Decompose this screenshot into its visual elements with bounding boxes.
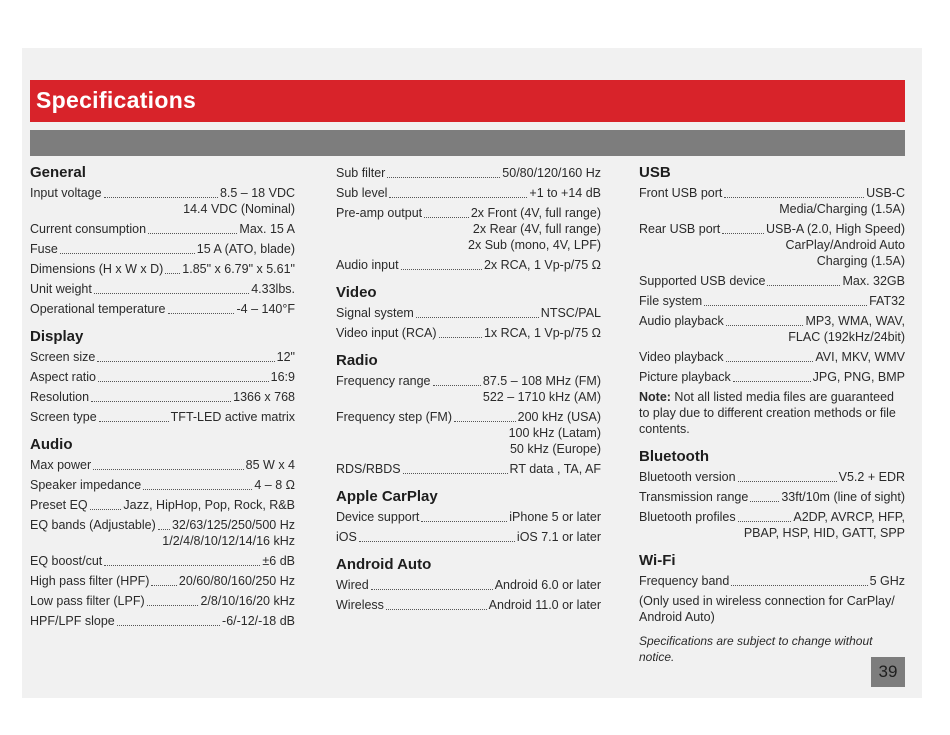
spec-value: 1x RCA, 1 Vp-p/75 Ω <box>483 326 601 340</box>
spec-value: iOS 7.1 or later <box>516 530 601 544</box>
section-radio <box>336 353 601 477</box>
spec-value: USB-C <box>866 186 905 200</box>
spec-row <box>30 185 295 201</box>
column-3 <box>639 165 905 677</box>
dot-leader <box>738 521 792 522</box>
spec-row <box>639 221 905 237</box>
spec-label: HPF/LPF slope <box>30 614 115 628</box>
usb-note <box>639 389 905 437</box>
spec-label: Sub filter <box>336 166 386 180</box>
heading-carplay: Apple CarPlay <box>336 488 438 505</box>
spec-label: Screen size <box>30 350 96 364</box>
spec-row <box>639 185 905 201</box>
spec-row <box>30 593 295 609</box>
dot-leader <box>99 421 169 422</box>
spec-label: Preset EQ <box>30 498 88 512</box>
dot-leader <box>104 565 260 566</box>
spec-value-continued: 1/2/4/8/10/12/14/16 kHz <box>162 534 295 548</box>
video-spec-list <box>336 305 601 341</box>
spec-value: V5.2 + EDR <box>838 470 905 484</box>
spec-label: iOS <box>336 530 357 544</box>
dot-leader <box>148 233 237 234</box>
audio-cont-spec-list <box>336 165 601 273</box>
spec-value: 50/80/120/160 Hz <box>502 166 601 180</box>
dot-leader <box>371 589 493 590</box>
grey-divider-bar <box>30 130 905 156</box>
spec-value: 15 A (ATO, blade) <box>196 242 295 256</box>
heading-video: Video <box>336 284 377 301</box>
display-spec-list <box>30 349 295 425</box>
note-text: Not all listed media files are guaranteed to play due to different creation methods or file contents. <box>639 390 896 436</box>
spec-value-continued: 2x Sub (mono, 4V, LPF) <box>468 238 601 252</box>
spec-label: Pre-amp output <box>336 206 423 220</box>
usb-spec-list <box>639 185 905 385</box>
spec-row <box>30 389 295 405</box>
dot-leader <box>158 529 170 530</box>
carplay-spec-list <box>336 509 601 545</box>
spec-row <box>336 325 601 341</box>
spec-row <box>639 313 905 329</box>
spec-row <box>30 349 295 365</box>
spec-value: 33ft/10m (line of sight) <box>781 490 905 504</box>
spec-value: 2x Front (4V, full range) <box>470 206 601 220</box>
spec-row <box>336 165 601 181</box>
spec-row <box>336 597 601 613</box>
section-carplay <box>336 489 601 545</box>
spec-label: Low pass filter (LPF) <box>30 594 145 608</box>
spec-row <box>336 509 601 525</box>
dot-leader <box>454 421 516 422</box>
spec-label: Video input (RCA) <box>336 326 437 340</box>
spec-value: 5 GHz <box>869 574 905 588</box>
spec-value: A2DP, AVRCP, HFP, <box>793 510 905 524</box>
dot-leader <box>165 273 180 274</box>
spec-row <box>639 469 905 485</box>
spec-value: Android 6.0 or later <box>494 578 601 592</box>
section-android-auto <box>336 557 601 613</box>
radio-spec-list <box>336 373 601 477</box>
dot-leader <box>151 585 176 586</box>
spec-label: Aspect ratio <box>30 370 97 384</box>
dot-leader <box>94 293 249 294</box>
spec-label: Dimensions (H x W x D) <box>30 262 164 276</box>
dot-leader <box>168 313 235 314</box>
general-spec-list <box>30 185 295 317</box>
heading-audio: Audio <box>30 436 73 453</box>
dot-leader <box>401 269 482 270</box>
dot-leader <box>117 625 220 626</box>
dot-leader <box>724 197 864 198</box>
disclaimer: Specifications are subject to change without notice. <box>639 634 873 664</box>
spec-value: MP3, WMA, WAV, <box>805 314 905 328</box>
dot-leader <box>731 585 867 586</box>
spec-value: 85 W x 4 <box>245 458 295 472</box>
spec-row <box>336 409 601 425</box>
spec-row <box>639 369 905 385</box>
dot-leader <box>738 481 837 482</box>
spec-label: Max power <box>30 458 92 472</box>
spec-label: Speaker impedance <box>30 478 142 492</box>
heading-general: General <box>30 164 86 181</box>
spec-row <box>336 305 601 321</box>
spec-row <box>639 509 905 525</box>
spec-label: Signal system <box>336 306 414 320</box>
spec-label: Front USB port <box>639 186 723 200</box>
dot-leader <box>439 337 482 338</box>
spec-value: 8.5 – 18 VDC <box>219 186 295 200</box>
spec-value-continued: Media/Charging (1.5A) <box>779 202 905 216</box>
spec-row <box>336 257 601 273</box>
spec-value-continued: 522 – 1710 kHz (AM) <box>482 390 601 404</box>
spec-row <box>639 273 905 289</box>
dot-leader <box>722 233 764 234</box>
section-display <box>30 329 295 425</box>
spec-row <box>30 409 295 425</box>
spec-row <box>30 369 295 385</box>
wifi-spec-list <box>639 573 905 589</box>
spec-label: Sub level <box>336 186 388 200</box>
dot-leader <box>403 473 508 474</box>
spec-label: Transmission range <box>639 490 749 504</box>
spec-value: 1366 x 768 <box>233 390 295 404</box>
dot-leader <box>416 317 539 318</box>
spec-value: -4 – 140°F <box>236 302 295 316</box>
page-title: Specifications <box>36 87 197 113</box>
spec-value: -6/-12/-18 dB <box>222 614 295 628</box>
dot-leader <box>359 541 515 542</box>
spec-label: Operational temperature <box>30 302 166 316</box>
dot-leader <box>433 385 481 386</box>
spec-row <box>30 497 295 513</box>
section-bluetooth <box>639 449 905 541</box>
spec-label: EQ bands (Adjustable) <box>30 518 156 532</box>
section-audio <box>30 437 295 629</box>
spec-value-continued: 14.4 VDC (Nominal) <box>183 202 295 216</box>
spec-row <box>639 489 905 505</box>
spec-label: Current consumption <box>30 222 147 236</box>
spec-value: Max. 15 A <box>239 222 295 236</box>
spec-label: Video playback <box>639 350 724 364</box>
dot-leader <box>726 361 814 362</box>
spec-value: NTSC/PAL <box>540 306 601 320</box>
spec-row <box>30 613 295 629</box>
spec-row <box>30 517 295 533</box>
spec-value: AVI, MKV, WMV <box>815 350 905 364</box>
spec-value-continued: FLAC (192kHz/24bit) <box>788 330 905 344</box>
dot-leader <box>726 325 804 326</box>
spec-value: JPG, PNG, BMP <box>812 370 905 384</box>
spec-row <box>336 373 601 389</box>
section-usb <box>639 165 905 437</box>
column-2 <box>336 165 601 625</box>
spec-label: EQ boost/cut <box>30 554 103 568</box>
section-video <box>336 285 601 341</box>
spec-row <box>336 461 601 477</box>
dot-leader <box>147 605 199 606</box>
spec-value: USB-A (2.0, High Speed) <box>766 222 905 236</box>
spec-value: 16:9 <box>270 370 295 384</box>
spec-label: Unit weight <box>30 282 92 296</box>
spec-label: Frequency range <box>336 374 431 388</box>
spec-value: ±6 dB <box>262 554 295 568</box>
spec-label: Frequency step (FM) <box>336 410 453 424</box>
spec-value: iPhone 5 or later <box>509 510 601 524</box>
dot-leader <box>421 521 507 522</box>
spec-row <box>639 293 905 309</box>
spec-label: Wireless <box>336 598 384 612</box>
dot-leader <box>387 177 500 178</box>
spec-value: 1.85" x 6.79" x 5.61" <box>182 262 295 276</box>
dot-leader <box>104 197 218 198</box>
spec-value-continued: Charging (1.5A) <box>816 254 905 268</box>
spec-value: Max. 32GB <box>842 274 905 288</box>
wifi-usage-note: (Only used in wireless connection for CarPlay/ Android Auto) <box>639 594 895 624</box>
dot-leader <box>704 305 867 306</box>
dot-leader <box>767 285 840 286</box>
spec-row <box>30 301 295 317</box>
spec-row <box>30 553 295 569</box>
spec-row <box>639 573 905 589</box>
dot-leader <box>60 253 195 254</box>
dot-leader <box>97 361 274 362</box>
spec-label: Frequency band <box>639 574 730 588</box>
spec-value: 2/8/10/16/20 kHz <box>200 594 295 608</box>
section-audio-continued <box>336 165 601 273</box>
spec-value-continued: CarPlay/Android Auto <box>785 238 905 252</box>
spec-value: +1 to +14 dB <box>529 186 601 200</box>
spec-value: 200 kHz (USA) <box>517 410 601 424</box>
heading-usb: USB <box>639 164 671 181</box>
dot-leader <box>91 401 231 402</box>
column-1 <box>30 165 295 641</box>
spec-value: TFT-LED active matrix <box>170 410 295 424</box>
spec-label: Bluetooth profiles <box>639 510 736 524</box>
spec-value: Jazz, HipHop, Pop, Rock, R&B <box>123 498 295 512</box>
spec-label: Device support <box>336 510 420 524</box>
spec-label: RDS/RBDS <box>336 462 401 476</box>
spec-value-continued: 100 kHz (Latam) <box>508 426 601 440</box>
bluetooth-spec-list <box>639 469 905 541</box>
dot-leader <box>386 609 487 610</box>
dot-leader <box>389 197 527 198</box>
spec-label: Audio playback <box>639 314 724 328</box>
section-general <box>30 165 295 317</box>
dot-leader <box>424 217 469 218</box>
heading-radio: Radio <box>336 352 378 369</box>
heading-wifi: Wi-Fi <box>639 552 676 569</box>
spec-value: 20/60/80/160/250 Hz <box>178 574 295 588</box>
spec-row <box>30 457 295 473</box>
spec-row <box>30 281 295 297</box>
spec-value: 12" <box>276 350 295 364</box>
title-bar <box>30 80 905 122</box>
spec-label: File system <box>639 294 703 308</box>
spec-row <box>30 573 295 589</box>
dot-leader <box>733 381 811 382</box>
audio-spec-list <box>30 457 295 629</box>
dot-leader <box>143 489 252 490</box>
spec-value-continued: 2x Rear (4V, full range) <box>472 222 601 236</box>
spec-value: Android 11.0 or later <box>488 598 601 612</box>
dot-leader <box>93 469 244 470</box>
page-number: 39 <box>871 657 905 687</box>
spec-label: Audio input <box>336 258 399 272</box>
spec-label: Rear USB port <box>639 222 721 236</box>
android-spec-list <box>336 577 601 613</box>
section-wifi <box>639 553 905 665</box>
spec-row <box>336 577 601 593</box>
spec-label: Resolution <box>30 390 90 404</box>
dot-leader <box>98 381 269 382</box>
dot-leader <box>90 509 122 510</box>
spec-row <box>30 241 295 257</box>
note-label: Note: <box>639 390 671 404</box>
spec-value-continued: PBAP, HSP, HID, GATT, SPP <box>743 526 905 540</box>
spec-row <box>336 185 601 201</box>
spec-value: RT data , TA, AF <box>509 462 601 476</box>
spec-value: 87.5 – 108 MHz (FM) <box>482 374 601 388</box>
spec-value: 2x RCA, 1 Vp-p/75 Ω <box>483 258 601 272</box>
spec-row <box>30 261 295 277</box>
spec-label: Picture playback <box>639 370 731 384</box>
spec-row <box>30 221 295 237</box>
spec-row <box>30 477 295 493</box>
spec-row <box>336 529 601 545</box>
spec-value: 4.33lbs. <box>251 282 295 296</box>
spec-label: Fuse <box>30 242 58 256</box>
spec-label: Screen type <box>30 410 97 424</box>
spec-row <box>336 205 601 221</box>
heading-bluetooth: Bluetooth <box>639 448 709 465</box>
heading-display: Display <box>30 328 84 345</box>
spec-value: FAT32 <box>869 294 905 308</box>
spec-row <box>639 349 905 365</box>
spec-value: 32/63/125/250/500 Hz <box>171 518 295 532</box>
spec-label: Supported USB device <box>639 274 766 288</box>
spec-value: 4 – 8 Ω <box>254 478 295 492</box>
spec-label: Bluetooth version <box>639 470 736 484</box>
dot-leader <box>750 501 779 502</box>
spec-label: Input voltage <box>30 186 102 200</box>
heading-android-auto: Android Auto <box>336 556 432 573</box>
spec-label: High pass filter (HPF) <box>30 574 150 588</box>
spec-value-continued: 50 kHz (Europe) <box>509 442 601 456</box>
spec-label: Wired <box>336 578 369 592</box>
